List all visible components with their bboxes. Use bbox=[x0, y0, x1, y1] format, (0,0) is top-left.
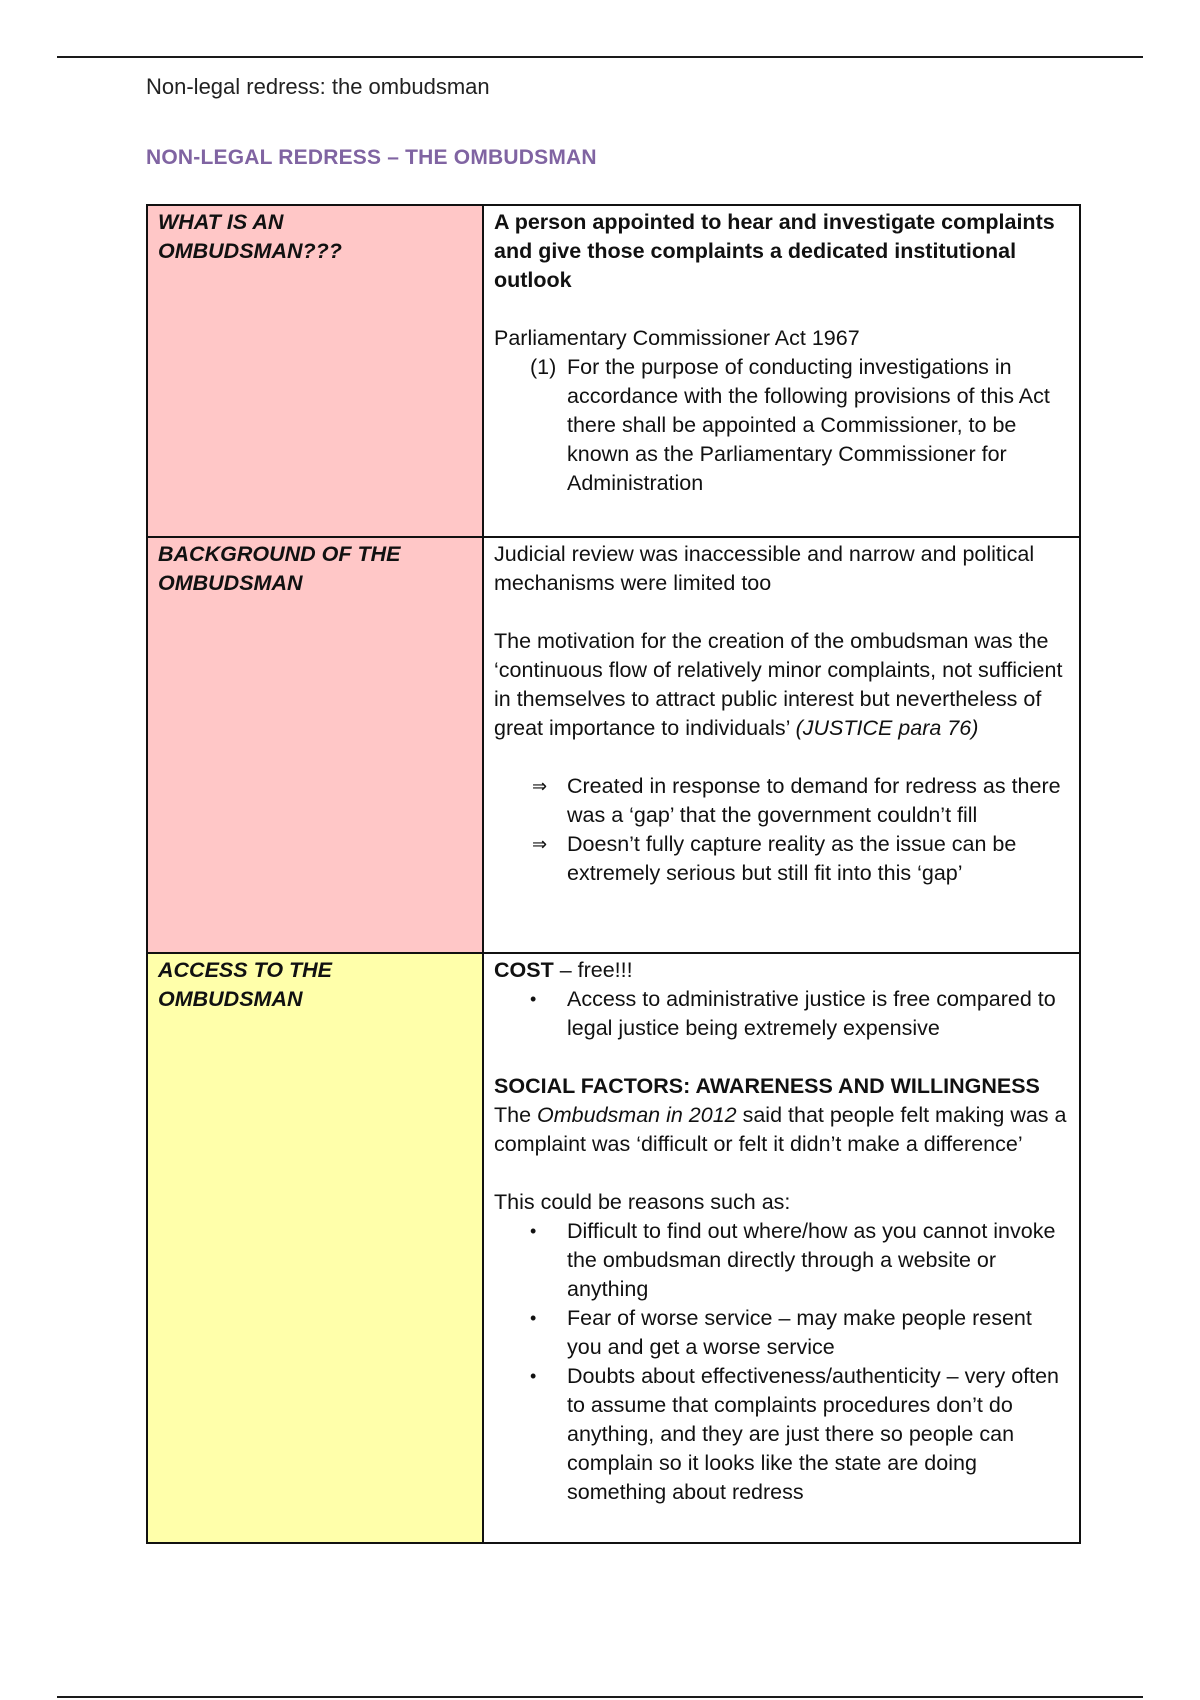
list-item bbox=[494, 1362, 1069, 1507]
social-the: The bbox=[494, 1103, 538, 1127]
page-title: NON-LEGAL REDRESS – THE OMBUDSMAN bbox=[146, 146, 597, 169]
header-rule bbox=[57, 56, 1143, 58]
point-text: Access to administrative justice is free compared to legal justice being extremely expensive bbox=[567, 987, 1056, 1040]
list-item bbox=[494, 985, 1069, 1043]
list-number: (1) bbox=[530, 355, 557, 379]
point-text: Created in response to demand for redress as there was a ‘gap’ that the government couldn’t fill bbox=[567, 774, 1061, 827]
list-item bbox=[494, 1217, 1069, 1304]
act-provision-text: For the purpose of conducting investigations in accordance with the following provisions of this Act there shall be appointed a Commissioner, to be known as the Parliamentary Commissioner for Administration bbox=[567, 355, 1050, 495]
act-name: Parliamentary Commissioner Act 1967 bbox=[494, 326, 860, 350]
row-label-access: ACCESS TO THE OMBUDSMAN bbox=[147, 953, 483, 1543]
bullet-icon: • bbox=[530, 1366, 537, 1386]
social-rest: said that people felt making was a complaint was ‘difficult or felt it didn’t make a difference’ bbox=[494, 1103, 1067, 1156]
running-header: Non-legal redress: the ombudsman bbox=[146, 74, 490, 99]
social-source: Ombudsman in 2012 bbox=[537, 1103, 737, 1127]
background-para-2 bbox=[494, 627, 1069, 743]
cost-line bbox=[494, 956, 1069, 985]
cost-points bbox=[494, 985, 1069, 1043]
row-label-what-is: WHAT IS AN OMBUDSMAN??? bbox=[147, 205, 483, 537]
row-content-what-is bbox=[483, 205, 1080, 537]
row-content-background bbox=[483, 537, 1080, 953]
reasons-intro: This could be reasons such as: bbox=[494, 1190, 791, 1214]
arrow-icon: ⇒ bbox=[532, 834, 548, 854]
list-item bbox=[494, 1304, 1069, 1362]
footer-rule bbox=[57, 1696, 1143, 1698]
row-content-access bbox=[483, 953, 1080, 1543]
table-row bbox=[147, 953, 1080, 1543]
background-para-1: Judicial review was inaccessible and narrow and political mechanisms were limited too bbox=[494, 542, 1035, 595]
bullet-icon: • bbox=[530, 1221, 537, 1241]
table-row bbox=[147, 205, 1080, 537]
cost-heading: COST bbox=[494, 958, 554, 982]
reason-text: Fear of worse service – may make people resent you and get a worse service bbox=[567, 1306, 1032, 1359]
cost-rest: – free!!! bbox=[553, 958, 633, 982]
reason-text: Difficult to find out where/how as you cannot invoke the ombudsman directly through a website or anything bbox=[567, 1219, 1056, 1301]
social-para bbox=[494, 1101, 1069, 1159]
definition-text: A person appointed to hear and investigate complaints and give those complaints a dedicated institutional outlook bbox=[494, 210, 1055, 292]
row-label-background: BACKGROUND OF THE OMBUDSMAN bbox=[147, 537, 483, 953]
list-item bbox=[494, 772, 1069, 830]
reason-text: Doubts about effectiveness/authenticity – very often to assume that complaints procedures don’t do anything, and they are just there so people can complain so it looks like the state are doing something about redress bbox=[567, 1364, 1060, 1504]
background-points bbox=[494, 772, 1069, 888]
bullet-icon: • bbox=[530, 1308, 537, 1328]
list-item bbox=[494, 353, 1069, 498]
notes-table bbox=[146, 204, 1081, 1544]
arrow-icon: ⇒ bbox=[532, 776, 548, 796]
background-citation: (JUSTICE para 76) bbox=[795, 716, 979, 740]
bullet-icon: • bbox=[530, 989, 537, 1009]
table-row bbox=[147, 537, 1080, 953]
background-quote: The motivation for the creation of the ombudsman was the ‘continuous flow of relatively minor complaints, not sufficient in themselves to attract public interest but nevertheless of great importance to individuals’ bbox=[494, 629, 1063, 740]
act-provision-list bbox=[494, 353, 1069, 498]
reasons-list bbox=[494, 1217, 1069, 1507]
point-text: Doesn’t fully capture reality as the issue can be extremely serious but still fit into this ‘gap’ bbox=[567, 832, 1017, 885]
list-item bbox=[494, 830, 1069, 888]
social-heading: SOCIAL FACTORS: AWARENESS AND WILLINGNESS bbox=[494, 1074, 1040, 1098]
